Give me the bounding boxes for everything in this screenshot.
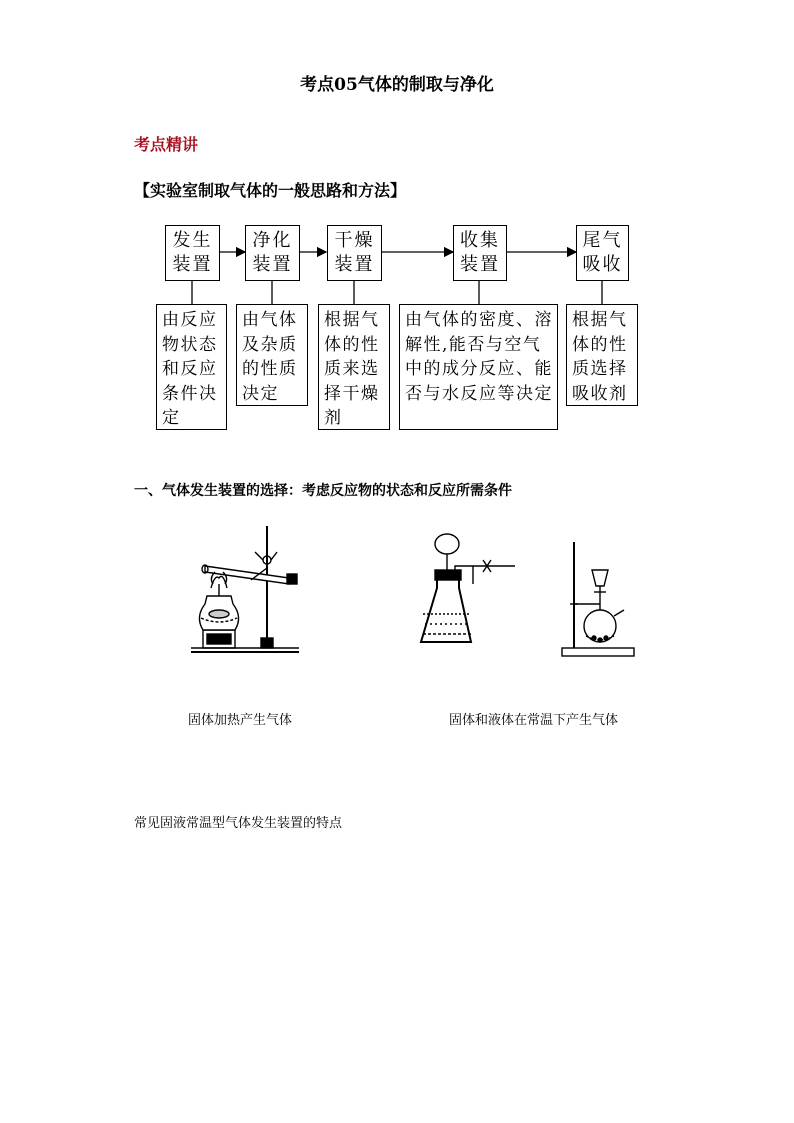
flow-connectors [0, 0, 794, 440]
flow-desc-collection: 由气体的密度、溶解性,能否与空气中的成分反应、能否与水反应等决定 [399, 304, 558, 430]
caption-solid-liquid: 固体和液体在常温下产生气体 [449, 713, 619, 728]
section1-heading: 一、气体发生装置的选择：考虑反应物的状态和反应所需条件 [134, 483, 512, 499]
flow-step-purification: 净化装置 [245, 225, 300, 281]
page-title: 考点05气体的制取与净化 [300, 75, 494, 95]
flow-desc-tail-gas: 根据气体的性质选择吸收剂 [566, 304, 638, 406]
section-label: 考点精讲 [134, 135, 199, 154]
flow-step-generation: 发生装置 [165, 225, 220, 281]
flow-step-drying: 干燥装置 [327, 225, 382, 281]
caption-solid-heating: 固体加热产生气体 [188, 713, 293, 728]
subheading: 【实验室制取气体的一般思路和方法】 [134, 181, 407, 200]
round-flask-apparatus-image [558, 540, 638, 660]
flow-desc-generation: 由反应物状态和反应条件决定 [156, 304, 227, 430]
flow-desc-purification: 由气体及杂质的性质决定 [236, 304, 308, 406]
paragraph-features: 常见固液常温型气体发生装置的特点 [134, 816, 343, 831]
flow-step-tail-gas: 尾气吸收 [576, 225, 629, 281]
flow-desc-drying: 根据气体的性质来选择干燥剂 [318, 304, 390, 430]
flow-step-collection: 收集装置 [453, 225, 507, 281]
conical-flask-apparatus-image [415, 530, 525, 658]
solid-heating-apparatus-image [185, 522, 305, 657]
